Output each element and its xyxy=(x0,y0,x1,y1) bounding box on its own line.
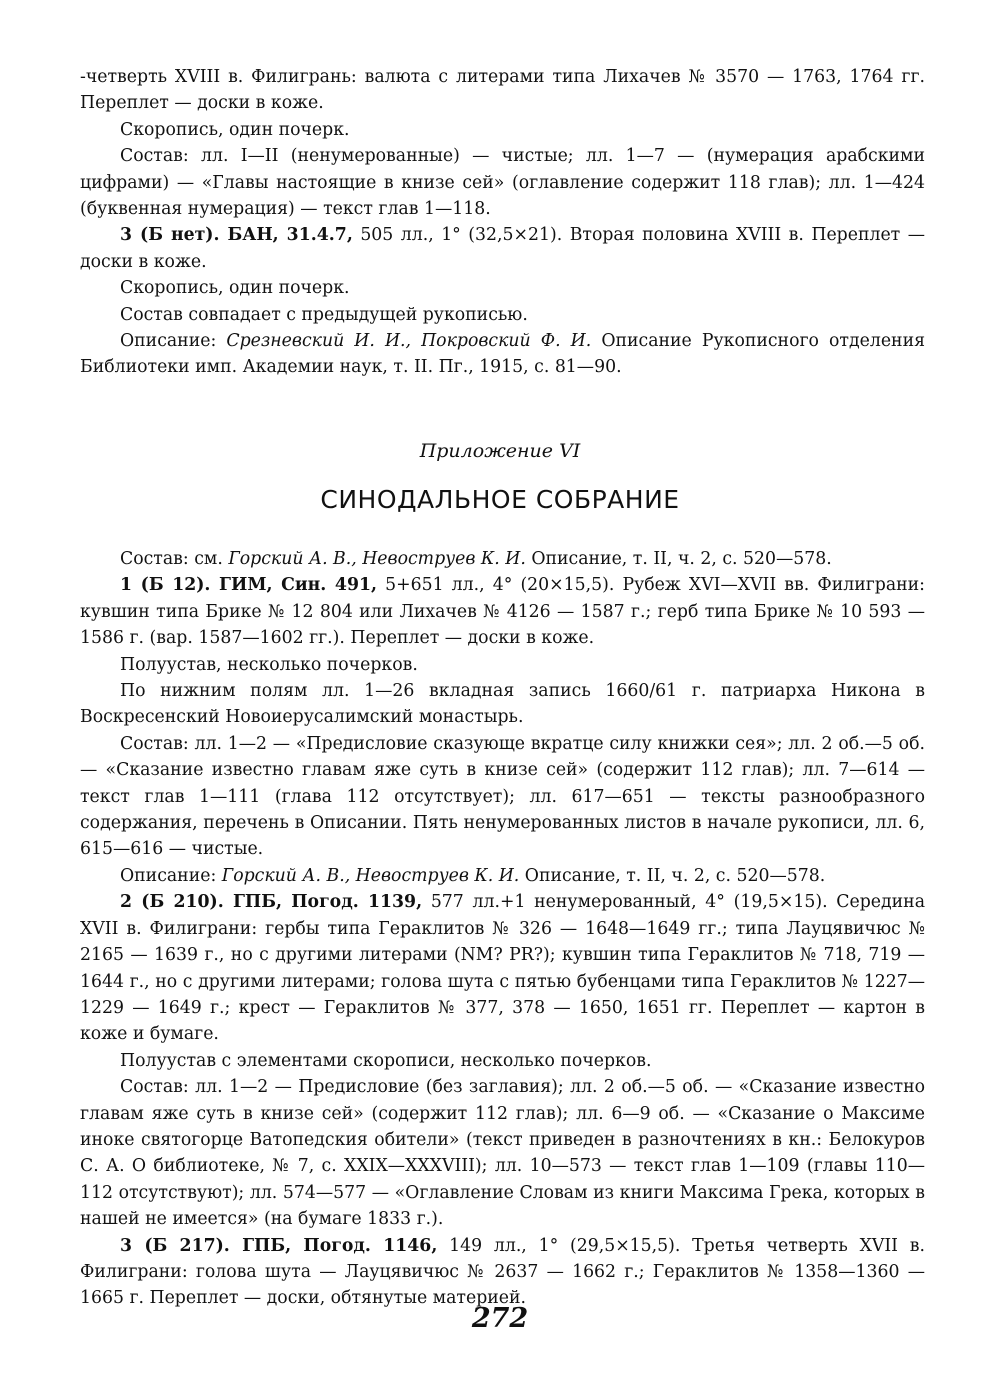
composition-paragraph xyxy=(80,546,925,572)
entry-heading: 3 (Б 217). ГПБ, Погод. 1146, xyxy=(120,1235,438,1256)
paragraph: Состав: лл. 1—2 — «Предисловие сказующе вкратце силу книжки сея»; лл. 2 об.—5 об. — «Сказание известно главам яже суть в книзе сей» (содержит 112 глав); лл. 7—614 — текст глав 1—111 (глава 112 отсутствует); лл. 617—651 — тексты разнообразного содержания, перечень в Описании. Пять ненумерованных листов в начале рукописи, лл. 6, 615—616 — чистые. xyxy=(80,733,925,860)
entry-heading: 1 (Б 12). ГИМ, Син. 491, xyxy=(120,575,378,596)
text-run: Описание: xyxy=(120,865,222,886)
paragraph: Полуустав, несколько почерков. xyxy=(120,654,418,675)
author-names: Срезневский И. И., Покровский Ф. И. xyxy=(226,331,592,352)
paragraph: Скоропись, один почерк. xyxy=(120,119,350,140)
text-run: Описание Рукописного отделения Библиотеки имп. Академии наук, т. II. Пг., 1915, с. 81—90. xyxy=(80,331,925,378)
description-paragraph xyxy=(80,328,925,381)
entry-text: 5+651 лл., 4° (20×15,5). Рубеж XVI—XVII вв. Филиграни: кувшин типа Брике № 12 804 или Лихачев № 4126 — 1587 г.; герб типа Брике № 10 593 — 1586 г. (вар. 1587—1602 гг.). Переплет — доски в коже. xyxy=(80,575,925,649)
paragraph: По нижним полям лл. 1—26 вкладная запись 1660/61 г. патриарха Никона в Воскресенский Новоиерусалимский монастырь. xyxy=(80,681,925,728)
author-names: Горский А. В., Невоструев К. И. xyxy=(221,865,520,886)
page-number: 272 xyxy=(471,1303,529,1334)
paragraph: -четверть XVIII в. Филигрань: валюта с литерами типа Лихачев № 3570 — 1763, 1764 гг. Переплет — доски в коже. xyxy=(80,67,925,114)
entry-paragraph xyxy=(80,572,925,651)
text-run: Описание: xyxy=(120,331,227,352)
text-run: Состав: см. xyxy=(120,549,229,569)
paragraph: Состав: лл. I—II (ненумерованные) — чистые; лл. 1—7 — (нумерация арабскими цифрами) — «Главы настоящие в книзе сей» (оглавление содержит 118 глав); лл. 1—424 (буквенная нумерация) — текст глав 1—118. xyxy=(80,146,925,220)
paragraph: Скоропись, один почерк. xyxy=(120,278,350,299)
entry-text: 505 лл., 1° (32,5×21). Вторая половина XVIII в. Переплет — доски в коже. xyxy=(80,225,926,272)
appendix-label: Приложение VI xyxy=(419,440,581,462)
text-run: Описание, т. II, ч. 2, с. 520—578. xyxy=(525,549,832,569)
paragraph: Состав совпадает с предыдущей рукописью. xyxy=(120,304,528,325)
text-run: Описание, т. II, ч. 2, с. 520—578. xyxy=(519,865,826,886)
paragraph: Состав: лл. 1—2 — Предисловие (без заглавия); лл. 2 об.—5 об. — «Сказание известно главам яже суть в книзе сей» (содержит 112 глав); лл. 6—9 об. — «Сказание о Максиме иноке святогорце Ватопедския обители» (текст приведен в разночтениях в кн.: Белокуров С. А. О библиотеке, № 7, с. XXIX—XXXVIII); лл. 10—573 — текст глав 1—109 (главы 110—112 отсутствуют); лл. 574—577 — «Оглавление Словам из книги Максима Грека, которых в нашей не имеется» (на бумаге 1833 г.). xyxy=(80,1077,925,1230)
entry-paragraph xyxy=(80,889,925,1047)
entry-text: 149 лл., 1° (29,5×15,5). Третья четверть XVII в. Филиграни: голова шута — Лауцявичюс № 2637 — 1662 г.; Гераклитов № 1358—1360 — 1665 г. Переплет — доски, обтянутые материей. xyxy=(80,1235,926,1309)
paragraph: Полуустав с элементами скорописи, несколько почерков. xyxy=(120,1050,652,1071)
author-names: Горский А. В., Невоструев К. И. xyxy=(228,549,526,569)
top-section xyxy=(80,64,925,381)
entry-paragraph xyxy=(80,222,925,275)
entry-heading: 2 (Б 210). ГПБ, Погод. 1139, xyxy=(120,892,423,913)
entry-paragraph xyxy=(80,1233,925,1312)
main-section xyxy=(80,546,925,1312)
section-title: СИНОДАЛЬНОЕ СОБРАНИЕ xyxy=(320,485,680,514)
description-paragraph xyxy=(80,863,925,889)
entry-heading: 3 (Б нет). БАН, 31.4.7, xyxy=(120,225,353,246)
entry-text: 577 лл.+1 ненумерованный, 4° (19,5×15). Середина XVII в. Филиграни: гербы типа Гераклитов № 326 — 1648—1649 гг.; типа Лауцявичюс № 2165 — 1639 г., но с другими литерами (NM? PR?); кувшин типа Гераклитов № 718, 719 — 1644 г., но с другими литерами; голова шута с пятью бубенцами типа Гераклитов № 1227—1229 — 1649 г.; крест — Гераклитов № 377, 378 — 1650, 1651 гг. Переплет — картон в коже и бумаге. xyxy=(80,892,925,1045)
